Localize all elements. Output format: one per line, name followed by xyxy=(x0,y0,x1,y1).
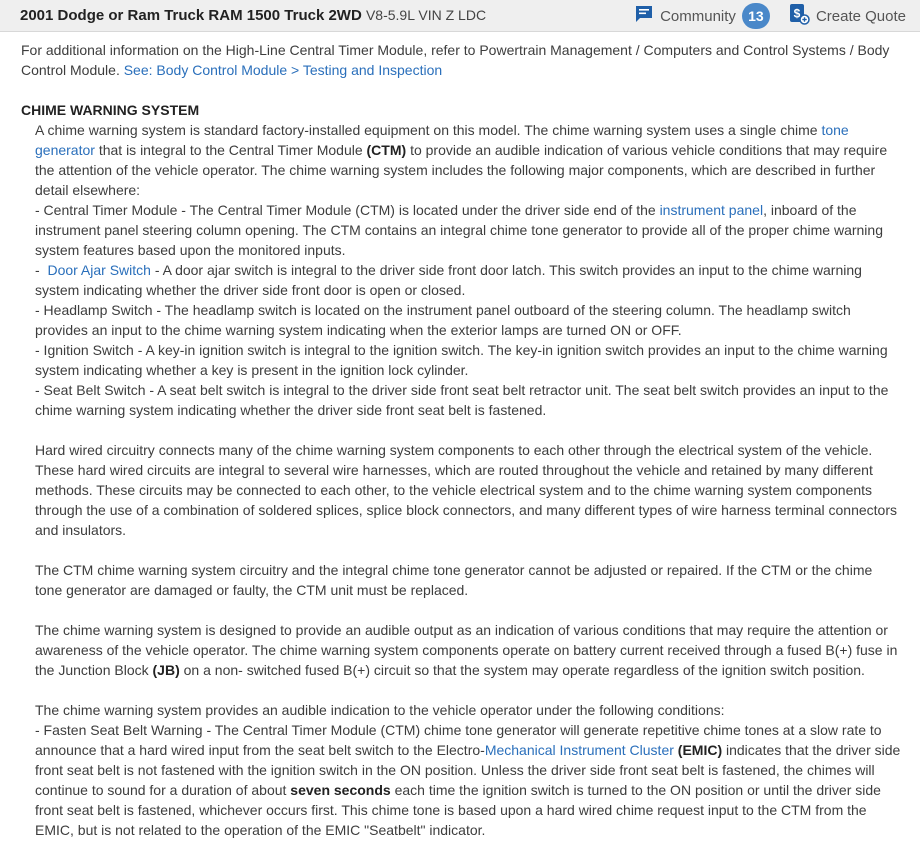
p5-item-text-c: each time the ignition switch is turned to the ON position or until the driver side front seat belt is fastened, whichever occurs first. This chime tone is based upon a hard wired chime request input to the CTM from the EMIC, but is not related to the operation of the EMIC "Seatbelt" indicator. xyxy=(35,782,881,838)
p4-text-a: The chime warning system is designed to provide an audible output as an indication of various conditions that may require the attention or awareness of the vehicle operator. The chime warning system components operate on battery current received through a fused B(+) fuse in the Junction Block xyxy=(35,622,898,678)
quote-dollar-icon xyxy=(788,3,810,29)
item1-text-b: , inboard of the instrument panel steering column opening. The CTM contains an integral chime tone generator to provide all of the proper chime warning system features based upon the monitored inputs. xyxy=(35,202,883,258)
paragraph-2: Hard wired circuitry connects many of the chime warning system components to each other through the electrical system of the vehicle. These hard wired circuits are integral to several wire harnesses, which are routed throughout the vehicle and retained by many different methods. These circuits may be connected to each other, to the vehicle electrical system and to the chime warning system components through the use of a combination of soldered splices, splice block connectors, and many different types of wire harness terminal connectors and insulators. xyxy=(35,442,897,538)
tone-generator-link[interactable]: tone generator xyxy=(35,122,849,158)
intro-text: For additional information on the High-Line Central Timer Module, refer to Powertrain Management / Computers and Control Systems / Body Control Module. xyxy=(21,42,890,78)
item1-text-a: - Central Timer Module - The Central Timer Module (CTM) is located under the driver side end of the xyxy=(35,202,656,218)
component-item-headlamp: - Headlamp Switch - The headlamp switch is located on the instrument panel outboard of the steering column. The headlamp switch provides an input to the chime warning system indicating when the exterior lamps are turned ON or OFF. xyxy=(35,302,851,338)
component-item-ctm xyxy=(21,200,902,260)
chat-icon xyxy=(634,4,654,28)
community-button[interactable] xyxy=(634,3,770,29)
item2-dash: - xyxy=(35,262,40,278)
p5-item-text-a: - Fasten Seat Belt Warning - The Central Timer Module (CTM) chime tone generator will generate repetitive chime tones at a slow rate to announce that a hard wired input from the seat belt switch to the Electro- xyxy=(35,722,882,758)
header-actions xyxy=(634,0,906,32)
p5-item-text-b: indicates that the driver side front seat belt is not fastened with the ignition switch in the ON position. Unless the driver side front seat belt is fastened, the chimes will continue to sound for a duration of about xyxy=(35,742,901,798)
emic-abbrev: (EMIC) xyxy=(677,742,723,758)
mechanical-instrument-cluster-link[interactable]: Mechanical Instrument Cluster xyxy=(484,742,674,758)
p1-text-c: to provide an audible indication of various vehicle conditions that may require the attention of the vehicle operator. The chime warning system includes the following major components, which are described in further detail elsewhere: xyxy=(35,142,888,198)
component-item-ignition: - Ignition Switch - A key-in ignition switch is integral to the ignition switch. The key-in ignition switch provides an input to the chime warning system indicating whether a key is present in the ignition lock cylinder. xyxy=(35,342,888,378)
community-count-badge: 13 xyxy=(742,3,770,29)
p1-text-b: that is integral to the Central Timer Module xyxy=(98,142,363,158)
create-quote-label: Create Quote xyxy=(815,7,906,25)
article-body xyxy=(0,32,920,840)
seven-seconds-text: seven seconds xyxy=(290,782,391,798)
paragraph-4 xyxy=(21,620,902,680)
community-label: Community xyxy=(660,7,736,25)
condition-item-seat-belt xyxy=(21,720,902,840)
paragraph-1 xyxy=(21,120,902,200)
paragraph-3: The CTM chime warning system circuitry and the integral chime tone generator cannot be adjusted or repaired. If the CTM or the chime tone generator are damaged or faulty, the CTM unit must be replaced. xyxy=(35,562,873,598)
intro-paragraph xyxy=(21,40,902,80)
vehicle-title xyxy=(20,7,486,24)
vehicle-header xyxy=(0,0,920,32)
paragraph-5: The chime warning system provides an audible indication to the vehicle operator under the following conditions: xyxy=(35,702,725,718)
jb-abbrev: (JB) xyxy=(152,662,180,678)
instrument-panel-link[interactable]: instrument panel xyxy=(659,202,764,218)
component-item-seat-belt: - Seat Belt Switch - A seat belt switch is integral to the driver side front seat belt retractor unit. The seat belt switch provides an input to the chime warning system indicating whether the driver side front seat belt is fastened. xyxy=(35,382,889,418)
svg-text:$: $ xyxy=(793,6,801,21)
vehicle-spec: V8-5.9L VIN Z LDC xyxy=(365,7,487,23)
component-item-door-ajar xyxy=(21,260,902,300)
vehicle-name: 2001 Dodge or Ram Truck RAM 1500 Truck 2WD xyxy=(20,7,362,24)
door-ajar-switch-link[interactable]: Door Ajar Switch xyxy=(47,262,151,278)
p1-text-a: A chime warning system is standard factory-installed equipment on this model. The chime warning system uses a single chime xyxy=(35,122,818,138)
item2-text: - A door ajar switch is integral to the driver side front door latch. This switch provides an input to the chime warning system indicating whether the driver side front door is open or closed. xyxy=(35,262,862,298)
ctm-abbrev: (CTM) xyxy=(366,142,407,158)
p4-text-b: on a non- switched fused B(+) circuit so that the system may operate regardless of the ignition switch position. xyxy=(183,662,865,678)
section-title: CHIME WARNING SYSTEM xyxy=(21,102,200,118)
body-control-module-link[interactable]: See: Body Control Module > Testing and Inspection xyxy=(123,62,443,78)
create-quote-button[interactable] xyxy=(788,3,906,29)
